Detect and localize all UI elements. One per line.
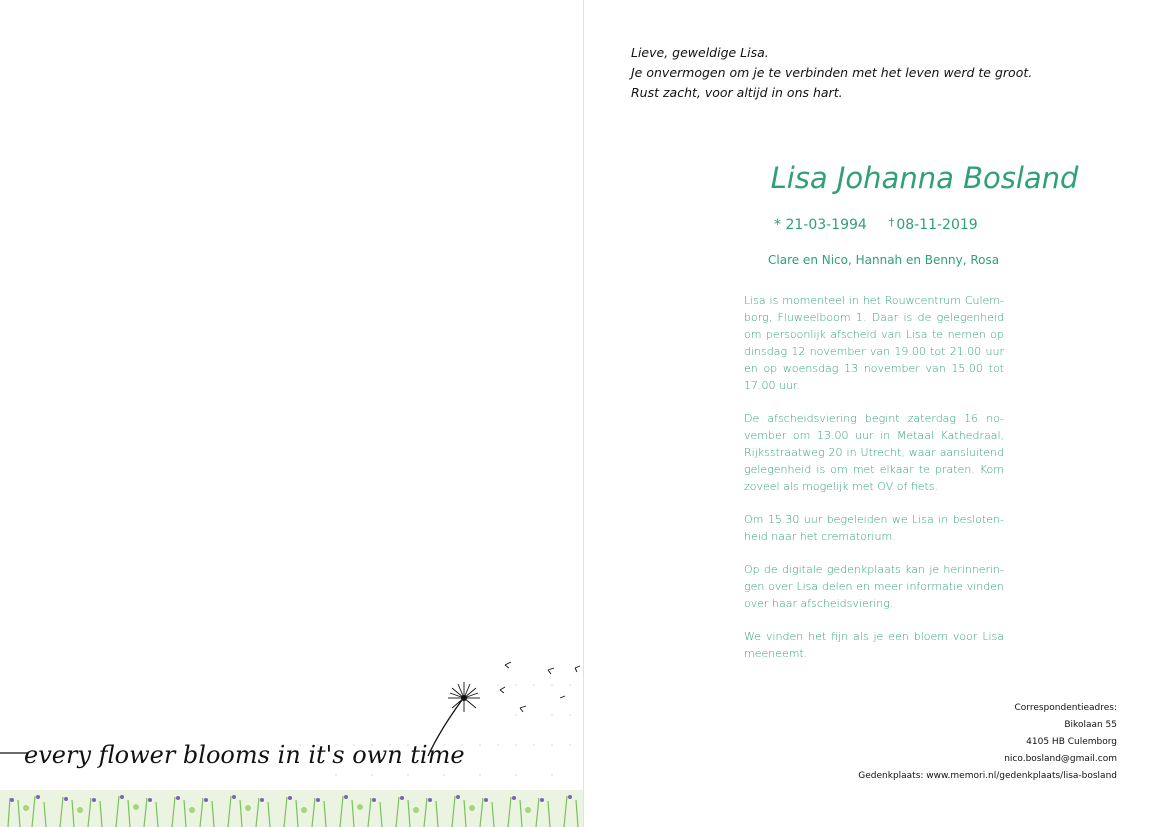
memorial-link: Gedenkplaats: www.memori.nl/gedenkplaats/lisa-bosland (858, 771, 1117, 781)
address-label: Correspondentieadres: (1014, 703, 1117, 713)
correspondence-address (858, 700, 1117, 785)
death-date: 08-11-2019 (896, 217, 978, 233)
birth-date: * 21-03-1994 (774, 217, 867, 233)
paragraph: Om 15.30 uur begeleiden we Lisa in beslotenheid naar het crematorium. (744, 513, 1004, 543)
life-dates (774, 216, 978, 233)
paragraph: We vinden het fijn als je een bloem voor Lisa meeneemt. (744, 630, 1004, 660)
paragraph: Op de digitale gedenkplaats kan je herinneringen over Lisa delen en meer informatie vinden over haar afscheidsviering. (744, 563, 1004, 610)
address-street: Bikolaan 55 (1064, 720, 1117, 730)
poem-line: Lieve, geweldige Lisa. (631, 45, 769, 60)
poem (631, 43, 1032, 103)
script-quote: every flower blooms in it's own time (24, 741, 465, 769)
poem-line: Je onvermogen om je te verbinden met het leven werd te groot. (631, 65, 1033, 80)
right-page (584, 0, 1165, 827)
poem-line: Rust zacht, voor altijd in ons hart. (631, 85, 843, 100)
paragraph: Lisa is momenteel in het Rouwcentrum Culemborg, Fluweelboom 1. Daar is de gelegenheid om persoonlijk afscheid van Lisa te nemen op dinsdag 12 november van 19.00 tot 21.00 uur en op woensdag 13 november van 15.00 tot 17.00 uur. (744, 294, 1004, 392)
cross-icon: † (888, 216, 895, 229)
announcement-text (744, 292, 1004, 678)
dandelion-artwork (0, 650, 583, 827)
deceased-name: Lisa Johanna Bosland (770, 161, 1079, 195)
address-city: 4105 HB Culemborg (1026, 737, 1117, 747)
family-names: Clare en Nico, Hannah en Benny, Rosa (768, 253, 1000, 267)
paragraph: De afscheidsviering begint zaterdag 16 november om 13.00 uur in Metaal Kathedraal, Rijksstraatweg 20 in Utrecht, waar aansluitend gelegenheid is om met elkaar te praten. Kom zoveel als mogelijk met OV of fiets. (744, 412, 1004, 493)
address-email: nico.bosland@gmail.com (1004, 754, 1117, 764)
